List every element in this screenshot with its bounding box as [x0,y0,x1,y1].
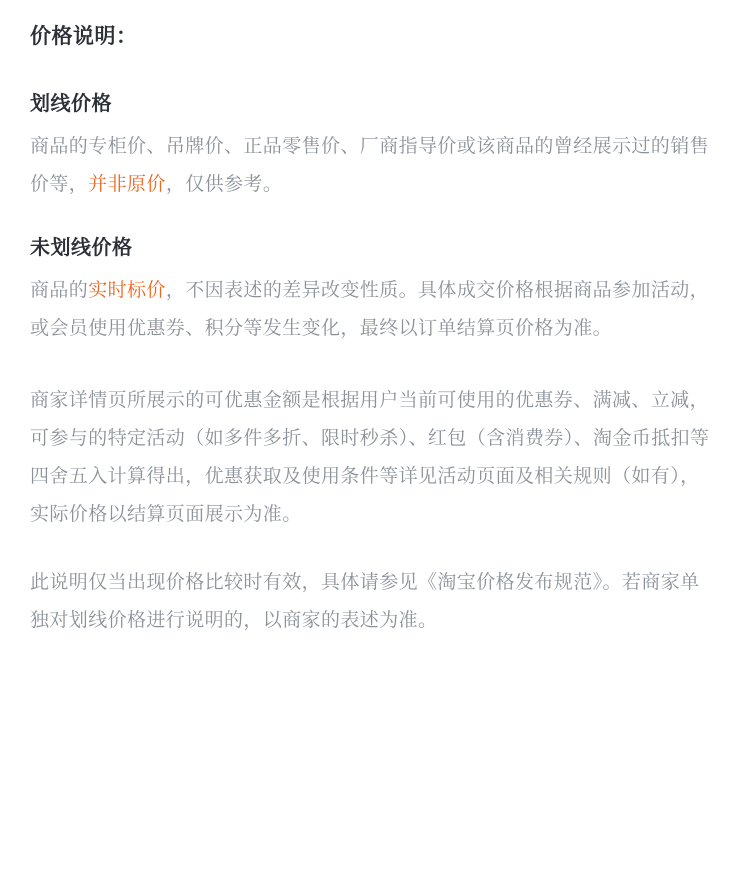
section-heading: 划线价格 [30,93,112,115]
highlighted-text: 并非原价 [88,174,166,195]
text-part: 商品的专柜价、吊牌价、正品零售价、厂商指导价或该商品的曾经展示过的销售价等， [30,136,710,195]
paragraph-text: 商家详情页所展示的可优惠金额是根据用户当前可使用的优惠券、满减、立减，可参与的特定活动（如多件多折、限时秒杀）、红包（含消费券）、淘金币抵扣等四舍五入计算得出，优惠获取及使用条件等详见活动页面及相关规则（如有），实际价格以结算页面展示为准。 [30,390,710,525]
paragraph-text: 此说明仅当出现价格比较时有效，具体请参见《淘宝价格发布规范》。若商家单独对划线价格进行说明的，以商家的表述为准。 [30,572,700,631]
section-strikethrough-price [30,90,714,204]
section-body [30,128,714,204]
page-title: 价格说明： [30,25,138,48]
section-body [30,272,714,348]
text-part: ，不因表述的差异改变性质。具体成交价格根据商品参加活动，或会员使用优惠券、积分等发生变化，最终以订单结算页价格为准。 [30,280,710,339]
section-heading: 未划线价格 [30,237,133,259]
discount-explanation-paragraph [30,382,714,534]
text-part: ，仅供参考。 [165,174,283,195]
highlighted-text: 实时标价 [88,280,166,301]
scope-explanation-paragraph [30,564,714,640]
text-part: 商品的 [30,280,89,301]
section-non-strikethrough-price [30,234,714,348]
